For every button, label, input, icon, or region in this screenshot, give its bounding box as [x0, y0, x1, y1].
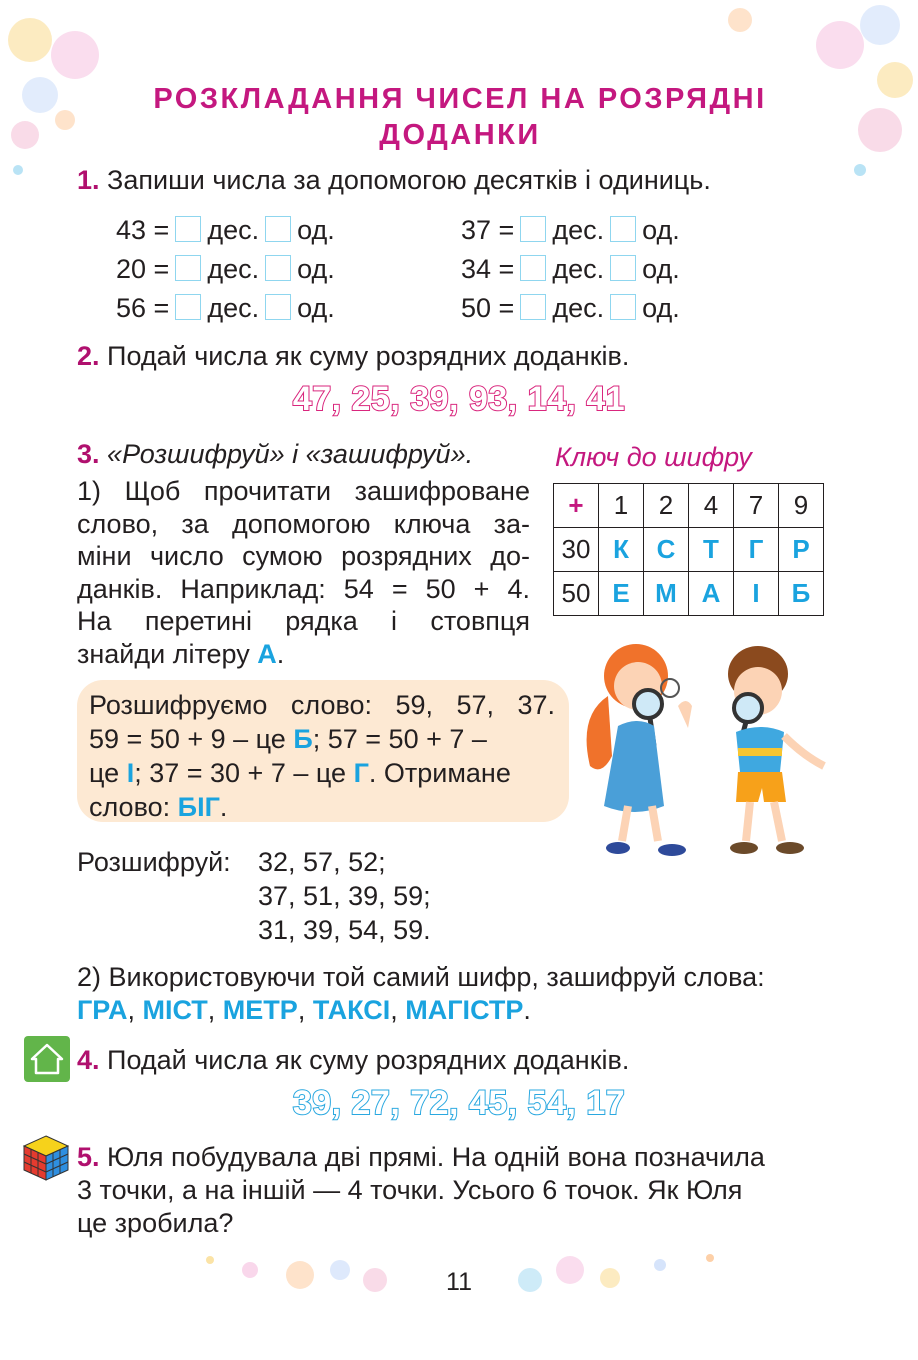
example-box: [77, 680, 569, 822]
task1-text: Запиши числа за допомогою десятків і одиниць.: [107, 165, 711, 195]
ones-box[interactable]: [610, 216, 636, 242]
decode-row: 31, 39, 54, 59.: [258, 915, 431, 945]
key-cell: 7: [734, 484, 779, 528]
task1-row: 50 = дес. од.: [461, 293, 680, 323]
task5-line: це зробила?: [77, 1208, 234, 1238]
children-with-magnifiers-illustration: [578, 636, 848, 866]
encode-word: ТАКСІ: [312, 995, 391, 1025]
task5-number: 5.: [77, 1142, 100, 1172]
task3-part1: [77, 475, 530, 670]
cipher-key-table: [553, 483, 824, 616]
task2-heading: [77, 339, 629, 373]
letter-cell: К: [599, 528, 644, 572]
example-line: 59 = 50 + 9 – це Б; 57 = 50 + 7 –: [89, 724, 487, 754]
encode-word: МІСТ: [142, 995, 208, 1025]
letter-cell: М: [644, 572, 689, 616]
task1-number: 1.: [77, 165, 100, 195]
ones-box[interactable]: [610, 255, 636, 281]
ones-box[interactable]: [610, 294, 636, 320]
tens-box[interactable]: [520, 216, 546, 242]
tens-box[interactable]: [175, 255, 201, 281]
task1-row: 56 = дес. од.: [116, 293, 335, 323]
ones-box[interactable]: [265, 294, 291, 320]
cipher-key-row: [554, 572, 824, 616]
example-line: слово: БІГ.: [89, 792, 228, 822]
task3-line: На перетині рядка і стовпця: [77, 606, 530, 636]
key-cell: 2: [644, 484, 689, 528]
key-cell: 50: [554, 572, 599, 616]
decoded-word: БІГ: [177, 792, 220, 822]
letter-cell: С: [644, 528, 689, 572]
task3-heading: [77, 437, 473, 471]
words-to-encode: ГРА, МІСТ, МЕТР, ТАКСІ, МАГІСТР.: [77, 995, 531, 1025]
home-icon: [24, 1036, 70, 1082]
letter-cell: Е: [599, 572, 644, 616]
task2-numbers: 47, 25, 39, 93, 14, 41: [292, 380, 626, 418]
page-title-line2: ДОДАНКИ: [379, 119, 541, 151]
task1-row: 20 = дес. од.: [116, 254, 335, 284]
decode-row: 37, 51, 39, 59;: [258, 881, 431, 911]
decode-list: [258, 845, 431, 947]
cipher-key-row: [554, 528, 824, 572]
tens-box[interactable]: [175, 216, 201, 242]
page-number: 11: [446, 1268, 472, 1296]
cipher-key-header-row: [554, 484, 824, 528]
plus-cell: +: [554, 484, 599, 528]
tens-box[interactable]: [520, 255, 546, 281]
encode-word: МАГІСТР: [405, 995, 524, 1025]
page-title: РОЗКЛАДАННЯ ЧИСЕЛ НА РОЗРЯДНІ: [153, 83, 767, 115]
task2-text: Подай числа як суму розрядних доданків.: [107, 341, 630, 371]
key-cell: 30: [554, 528, 599, 572]
task1-right-column: [461, 211, 680, 328]
letter-cell: Г: [734, 528, 779, 572]
encode-word: МЕТР: [222, 995, 298, 1025]
decode-label: Розшифруй:: [77, 847, 231, 877]
task1-heading: [77, 163, 711, 197]
task1-row: 37 = дес. од.: [461, 215, 680, 245]
task3-line: 1) Щоб прочитати зашифроване: [77, 476, 530, 506]
task3-part2: 2) Використовуючи той самий шифр, зашифруй слова:: [77, 962, 765, 992]
task5-line: 3 точки, а на іншій — 4 точки. Усього 6 точок. Як Юля: [77, 1175, 743, 1205]
ones-box[interactable]: [265, 255, 291, 281]
task3-number: 3.: [77, 439, 100, 469]
decode-row: 32, 57, 52;: [258, 847, 386, 877]
task3-line: міни число сумою розрядних до-: [77, 541, 530, 571]
letter-cell: Р: [779, 528, 824, 572]
task5: [77, 1141, 765, 1240]
letter-cell: Т: [689, 528, 734, 572]
example-line: це І; 37 = 30 + 7 – це Г. Отримане: [89, 758, 511, 788]
task1-left-column: [116, 211, 335, 328]
task3-line: слово, за допомогою ключа за-: [77, 508, 530, 539]
tens-box[interactable]: [175, 294, 201, 320]
key-cell: 4: [689, 484, 734, 528]
task3-line: знайди літеру А.: [77, 638, 285, 669]
key-cell: 9: [779, 484, 824, 528]
task1-row: 43 = дес. од.: [116, 215, 335, 245]
example-line: Розшифруємо слово: 59, 57, 37.: [89, 690, 555, 720]
task4-number: 4.: [77, 1045, 100, 1075]
task4-numbers: 39, 27, 72, 45, 54, 17: [292, 1084, 626, 1122]
highlight-letter: А: [257, 638, 277, 669]
task4-text: Подай числа як суму розрядних доданків.: [107, 1045, 630, 1075]
task4-heading: [77, 1043, 629, 1077]
letter-cell: І: [734, 572, 779, 616]
task3-title: «Розшифруй» і «зашифруй».: [107, 439, 474, 469]
ones-box[interactable]: [265, 216, 291, 242]
task3-line: данків. Наприклад: 54 = 50 + 4.: [77, 573, 530, 604]
letter-cell: А: [689, 572, 734, 616]
task1-row: 34 = дес. од.: [461, 254, 680, 284]
tens-box[interactable]: [520, 294, 546, 320]
key-cell: 1: [599, 484, 644, 528]
encode-word: ГРА: [77, 995, 128, 1025]
task2-number: 2.: [77, 341, 100, 371]
task5-line: 5. Юля побудувала дві прямі. На одній вона позначила: [77, 1142, 765, 1172]
letter-cell: Б: [779, 572, 824, 616]
rubiks-cube-icon: [22, 1134, 70, 1182]
cipher-key-title: Ключ до шифру: [555, 442, 752, 472]
